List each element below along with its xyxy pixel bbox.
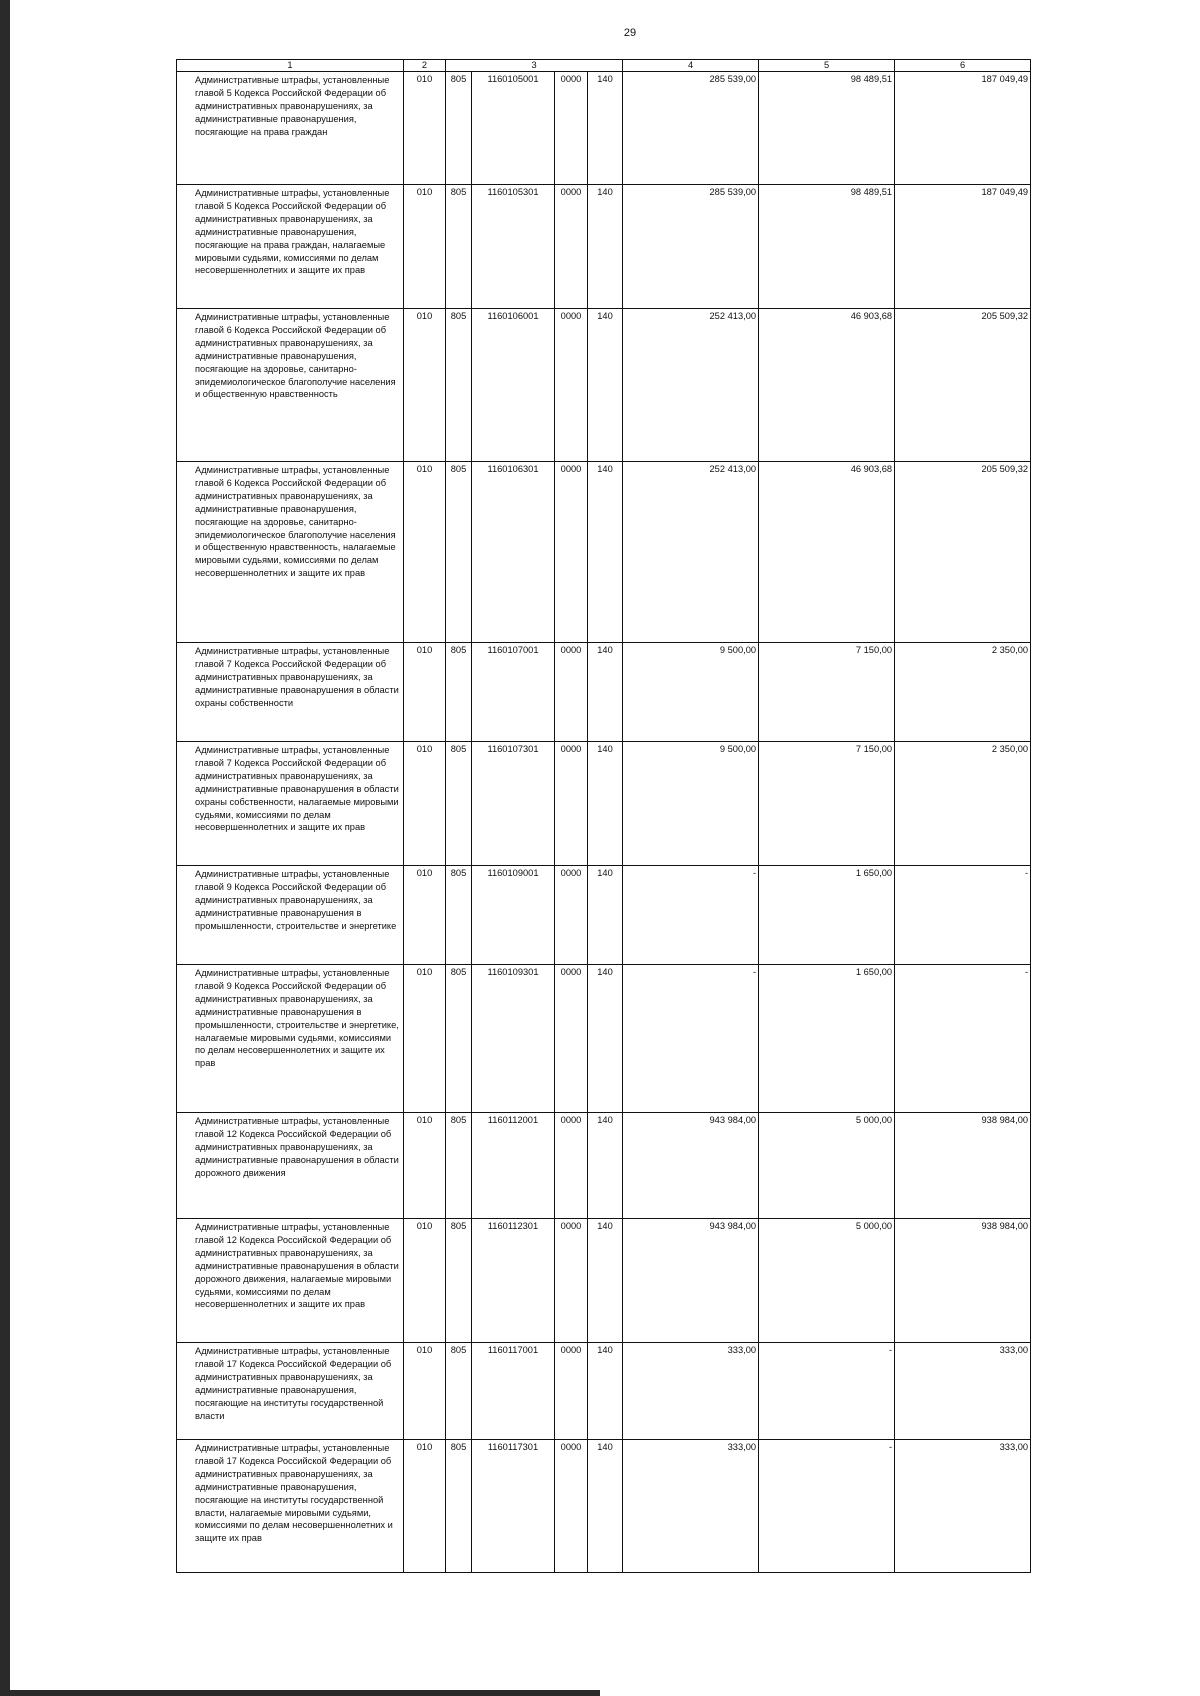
row-name-cell: Административные штрафы, установленные главой 7 Кодекса Российской Федерации об административных правонарушениях, за административные правонарушения в области охраны собственности [177, 643, 404, 742]
row-amount-plan-cell: 285 539,00 [623, 72, 759, 185]
table-row [177, 1343, 1031, 1440]
row-name-cell: Административные штрафы, установленные главой 17 Кодекса Российской Федерации об административных правонарушениях, за административные правонарушения, посягающие на институты государственной власти [177, 1343, 404, 1440]
row-amount-actual-cell: 46 903,68 [759, 309, 895, 462]
table-row [177, 72, 1031, 185]
table-row [177, 1440, 1031, 1573]
row-amount-plan-cell: 943 984,00 [623, 1219, 759, 1343]
row-code-cell: 010 [404, 1113, 446, 1219]
row-code-cell: 010 [404, 185, 446, 309]
row-admin-code-cell: 805 [446, 1440, 472, 1573]
row-name-cell: Административные штрафы, установленные главой 9 Кодекса Российской Федерации об административных правонарушениях, за административные правонарушения в промышленности, строительстве и энергетике, налагаемые мировыми судьями, комиссиями по делам несовершеннолетних и защите их прав [177, 965, 404, 1113]
row-admin-code-cell: 805 [446, 1219, 472, 1343]
row-code-cell: 010 [404, 72, 446, 185]
row-program-cell: 0000 [555, 1113, 588, 1219]
row-amount-remaining-cell: 2 350,00 [895, 643, 1031, 742]
row-amount-remaining-cell: 187 049,49 [895, 185, 1031, 309]
row-kbk-cell: 1160106001 [472, 309, 555, 462]
row-subcode-cell: 140 [588, 1440, 623, 1573]
row-amount-remaining-cell: 333,00 [895, 1440, 1031, 1573]
row-admin-code-cell: 805 [446, 965, 472, 1113]
row-kbk-cell: 1160112001 [472, 1113, 555, 1219]
row-subcode-cell: 140 [588, 742, 623, 866]
row-program-cell: 0000 [555, 185, 588, 309]
header-cell-5: 5 [759, 60, 895, 72]
row-subcode-cell: 140 [588, 1343, 623, 1440]
row-amount-remaining-cell: 205 509,32 [895, 462, 1031, 643]
row-amount-remaining-cell: 938 984,00 [895, 1219, 1031, 1343]
table-row [177, 185, 1031, 309]
row-amount-actual-cell: 98 489,51 [759, 72, 895, 185]
row-amount-plan-cell: - [623, 965, 759, 1113]
row-kbk-cell: 1160106301 [472, 462, 555, 643]
row-amount-actual-cell: 5 000,00 [759, 1113, 895, 1219]
row-program-cell: 0000 [555, 866, 588, 965]
row-amount-actual-cell: 7 150,00 [759, 742, 895, 866]
row-name-cell: Административные штрафы, установленные главой 6 Кодекса Российской Федерации об административных правонарушениях, за административные правонарушения, посягающие на здоровье, санитарно-эпидемиологическое благополучие населения и общественную нравственность, налагаемые мировыми судьями, комиссиями по делам несовершеннолетних и защите их прав [177, 462, 404, 643]
row-program-cell: 0000 [555, 965, 588, 1113]
row-amount-actual-cell: - [759, 1440, 895, 1573]
row-admin-code-cell: 805 [446, 1113, 472, 1219]
row-amount-remaining-cell: 2 350,00 [895, 742, 1031, 866]
row-subcode-cell: 140 [588, 72, 623, 185]
row-admin-code-cell: 805 [446, 866, 472, 965]
report-table [176, 59, 1031, 1573]
table-row [177, 309, 1031, 462]
row-program-cell: 0000 [555, 742, 588, 866]
row-code-cell: 010 [404, 965, 446, 1113]
row-amount-actual-cell: 46 903,68 [759, 462, 895, 643]
row-amount-plan-cell: - [623, 866, 759, 965]
row-code-cell: 010 [404, 643, 446, 742]
row-amount-actual-cell: 1 650,00 [759, 965, 895, 1113]
row-amount-remaining-cell: 187 049,49 [895, 72, 1031, 185]
row-subcode-cell: 140 [588, 1113, 623, 1219]
row-amount-plan-cell: 9 500,00 [623, 742, 759, 866]
row-amount-actual-cell: 1 650,00 [759, 866, 895, 965]
row-code-cell: 010 [404, 462, 446, 643]
page-number: 29 [623, 27, 637, 39]
row-admin-code-cell: 805 [446, 742, 472, 866]
row-amount-plan-cell: 252 413,00 [623, 309, 759, 462]
row-admin-code-cell: 805 [446, 1343, 472, 1440]
table-row [177, 462, 1031, 643]
row-subcode-cell: 140 [588, 462, 623, 643]
row-subcode-cell: 140 [588, 965, 623, 1113]
row-code-cell: 010 [404, 866, 446, 965]
row-code-cell: 010 [404, 742, 446, 866]
scan-edge-left [0, 0, 10, 1696]
row-name-cell: Административные штрафы, установленные главой 9 Кодекса Российской Федерации об административных правонарушениях, за административные правонарушения в промышленности, строительстве и энергетике [177, 866, 404, 965]
row-program-cell: 0000 [555, 643, 588, 742]
header-cell-6: 6 [895, 60, 1031, 72]
row-amount-remaining-cell: 938 984,00 [895, 1113, 1031, 1219]
row-amount-actual-cell: 98 489,51 [759, 185, 895, 309]
row-name-cell: Административные штрафы, установленные главой 7 Кодекса Российской Федерации об административных правонарушениях, за административные правонарушения в области охраны собственности, налагаемые мировыми судьями, комиссиями по делам несовершеннолетних и защите их прав [177, 742, 404, 866]
row-code-cell: 010 [404, 1343, 446, 1440]
row-admin-code-cell: 805 [446, 309, 472, 462]
row-code-cell: 010 [404, 1440, 446, 1573]
row-kbk-cell: 1160109001 [472, 866, 555, 965]
row-amount-actual-cell: 7 150,00 [759, 643, 895, 742]
row-name-cell: Административные штрафы, установленные главой 5 Кодекса Российской Федерации об административных правонарушениях, за административные правонарушения, посягающие на права граждан, налагаемые мировыми судьями, комиссиями по делам несовершеннолетних и защите их прав [177, 185, 404, 309]
table-row [177, 643, 1031, 742]
header-cell-1: 1 [177, 60, 404, 72]
row-amount-remaining-cell: - [895, 965, 1031, 1113]
row-subcode-cell: 140 [588, 309, 623, 462]
row-kbk-cell: 1160117001 [472, 1343, 555, 1440]
row-subcode-cell: 140 [588, 1219, 623, 1343]
row-subcode-cell: 140 [588, 643, 623, 742]
table-row [177, 1219, 1031, 1343]
row-program-cell: 0000 [555, 72, 588, 185]
table-row [177, 965, 1031, 1113]
row-kbk-cell: 1160107301 [472, 742, 555, 866]
report-table-body [177, 60, 1031, 1573]
row-name-cell: Административные штрафы, установленные главой 12 Кодекса Российской Федерации об административных правонарушениях, за административные правонарушения в области дорожного движения [177, 1113, 404, 1219]
row-name-cell: Административные штрафы, установленные главой 6 Кодекса Российской Федерации об административных правонарушениях, за административные правонарушения, посягающие на здоровье, санитарно-эпидемиологическое благополучие населения и общественную нравственность [177, 309, 404, 462]
table-row [177, 1113, 1031, 1219]
row-admin-code-cell: 805 [446, 72, 472, 185]
row-admin-code-cell: 805 [446, 462, 472, 643]
row-amount-actual-cell: - [759, 1343, 895, 1440]
row-name-cell: Административные штрафы, установленные главой 12 Кодекса Российской Федерации об административных правонарушениях, за административные правонарушения в области дорожного движения, налагаемые мировыми судьями, комиссиями по делам несовершеннолетних и защите их прав [177, 1219, 404, 1343]
row-program-cell: 0000 [555, 1343, 588, 1440]
table-row [177, 866, 1031, 965]
row-code-cell: 010 [404, 309, 446, 462]
row-program-cell: 0000 [555, 309, 588, 462]
table-row [177, 742, 1031, 866]
row-program-cell: 0000 [555, 1440, 588, 1573]
row-admin-code-cell: 805 [446, 643, 472, 742]
header-cell-2: 2 [404, 60, 446, 72]
header-cell-3: 3 [446, 60, 623, 72]
row-admin-code-cell: 805 [446, 185, 472, 309]
row-kbk-cell: 1160107001 [472, 643, 555, 742]
row-subcode-cell: 140 [588, 185, 623, 309]
row-kbk-cell: 1160105001 [472, 72, 555, 185]
row-amount-plan-cell: 943 984,00 [623, 1113, 759, 1219]
scan-edge-bottom [0, 1690, 600, 1696]
row-name-cell: Административные штрафы, установленные главой 17 Кодекса Российской Федерации об административных правонарушениях, за административные правонарушения, посягающие на институты государственной власти, налагаемые мировыми судьями, комиссиями по делам несовершеннолетних и защите их прав [177, 1440, 404, 1573]
row-name-cell: Административные штрафы, установленные главой 5 Кодекса Российской Федерации об административных правонарушениях, за административные правонарушения, посягающие на права граждан [177, 72, 404, 185]
header-cell-4: 4 [623, 60, 759, 72]
row-amount-plan-cell: 285 539,00 [623, 185, 759, 309]
table-header-row [177, 60, 1031, 72]
row-kbk-cell: 1160117301 [472, 1440, 555, 1573]
row-amount-remaining-cell: - [895, 866, 1031, 965]
row-amount-plan-cell: 9 500,00 [623, 643, 759, 742]
row-amount-plan-cell: 333,00 [623, 1343, 759, 1440]
row-kbk-cell: 1160109301 [472, 965, 555, 1113]
row-amount-plan-cell: 333,00 [623, 1440, 759, 1573]
row-kbk-cell: 1160105301 [472, 185, 555, 309]
row-code-cell: 010 [404, 1219, 446, 1343]
row-amount-actual-cell: 5 000,00 [759, 1219, 895, 1343]
row-amount-remaining-cell: 333,00 [895, 1343, 1031, 1440]
row-amount-plan-cell: 252 413,00 [623, 462, 759, 643]
row-amount-remaining-cell: 205 509,32 [895, 309, 1031, 462]
row-program-cell: 0000 [555, 462, 588, 643]
row-program-cell: 0000 [555, 1219, 588, 1343]
row-subcode-cell: 140 [588, 866, 623, 965]
row-kbk-cell: 1160112301 [472, 1219, 555, 1343]
